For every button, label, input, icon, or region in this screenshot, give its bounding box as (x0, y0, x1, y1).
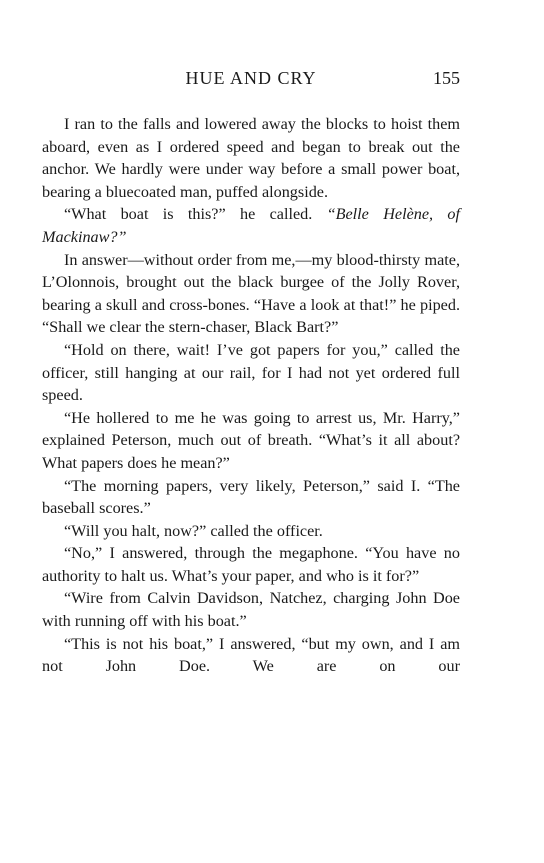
paragraph: “Will you halt, now?” called the officer. (64, 521, 323, 540)
paragraph-text: “What boat is this?” he called. (64, 205, 327, 224)
running-head (42, 66, 460, 90)
body-text (42, 113, 460, 678)
paragraph-with-italic (42, 203, 460, 248)
paragraph: “This is not his boat,” I answered, “but my own, and I am not John Doe. We are on our (42, 634, 460, 676)
paragraph: “Wire from Calvin Davidson, Natchez, charging John Doe with running off with his boat.” (42, 589, 460, 631)
paragraph: “He hollered to me he was going to arrest us, Mr. Harry,” explained Peterson, much out of breath. “What’s it all about? What papers does he mean?” (42, 408, 460, 472)
paragraph: “No,” I answered, through the megaphone. “You have no authority to halt us. What’s your paper, and who is it for?” (42, 544, 460, 585)
paragraph: “Hold on there, wait! I’ve got papers for you,” called the officer, still hanging at our rail, for I had not yet ordered full speed. (42, 340, 460, 405)
boat-name-italic: “Belle Helène, of Mackinaw?” (42, 205, 460, 246)
paragraph: I ran to the falls and lowered away the blocks to hoist them aboard, even as I ordered speed and began to break out the anchor. We hardly were under way before a small power boat, bearing a bluecoated man, puffed alongside. (42, 115, 460, 201)
chapter-title: HUE AND CRY (185, 68, 317, 88)
page-number: 155 (433, 68, 460, 88)
paragraph: “The morning papers, very likely, Peterson,” said I. “The baseball scores.” (42, 476, 460, 518)
paragraph: In answer—without order from me,—my blood-thirsty mate, L’Olonnois, brought out the black burgee of the Jolly Rover, bearing a skull and cross-bones. “Have a look at that!” he piped. “Shall we clear the stern-chaser, Black Bart?” (42, 250, 460, 337)
